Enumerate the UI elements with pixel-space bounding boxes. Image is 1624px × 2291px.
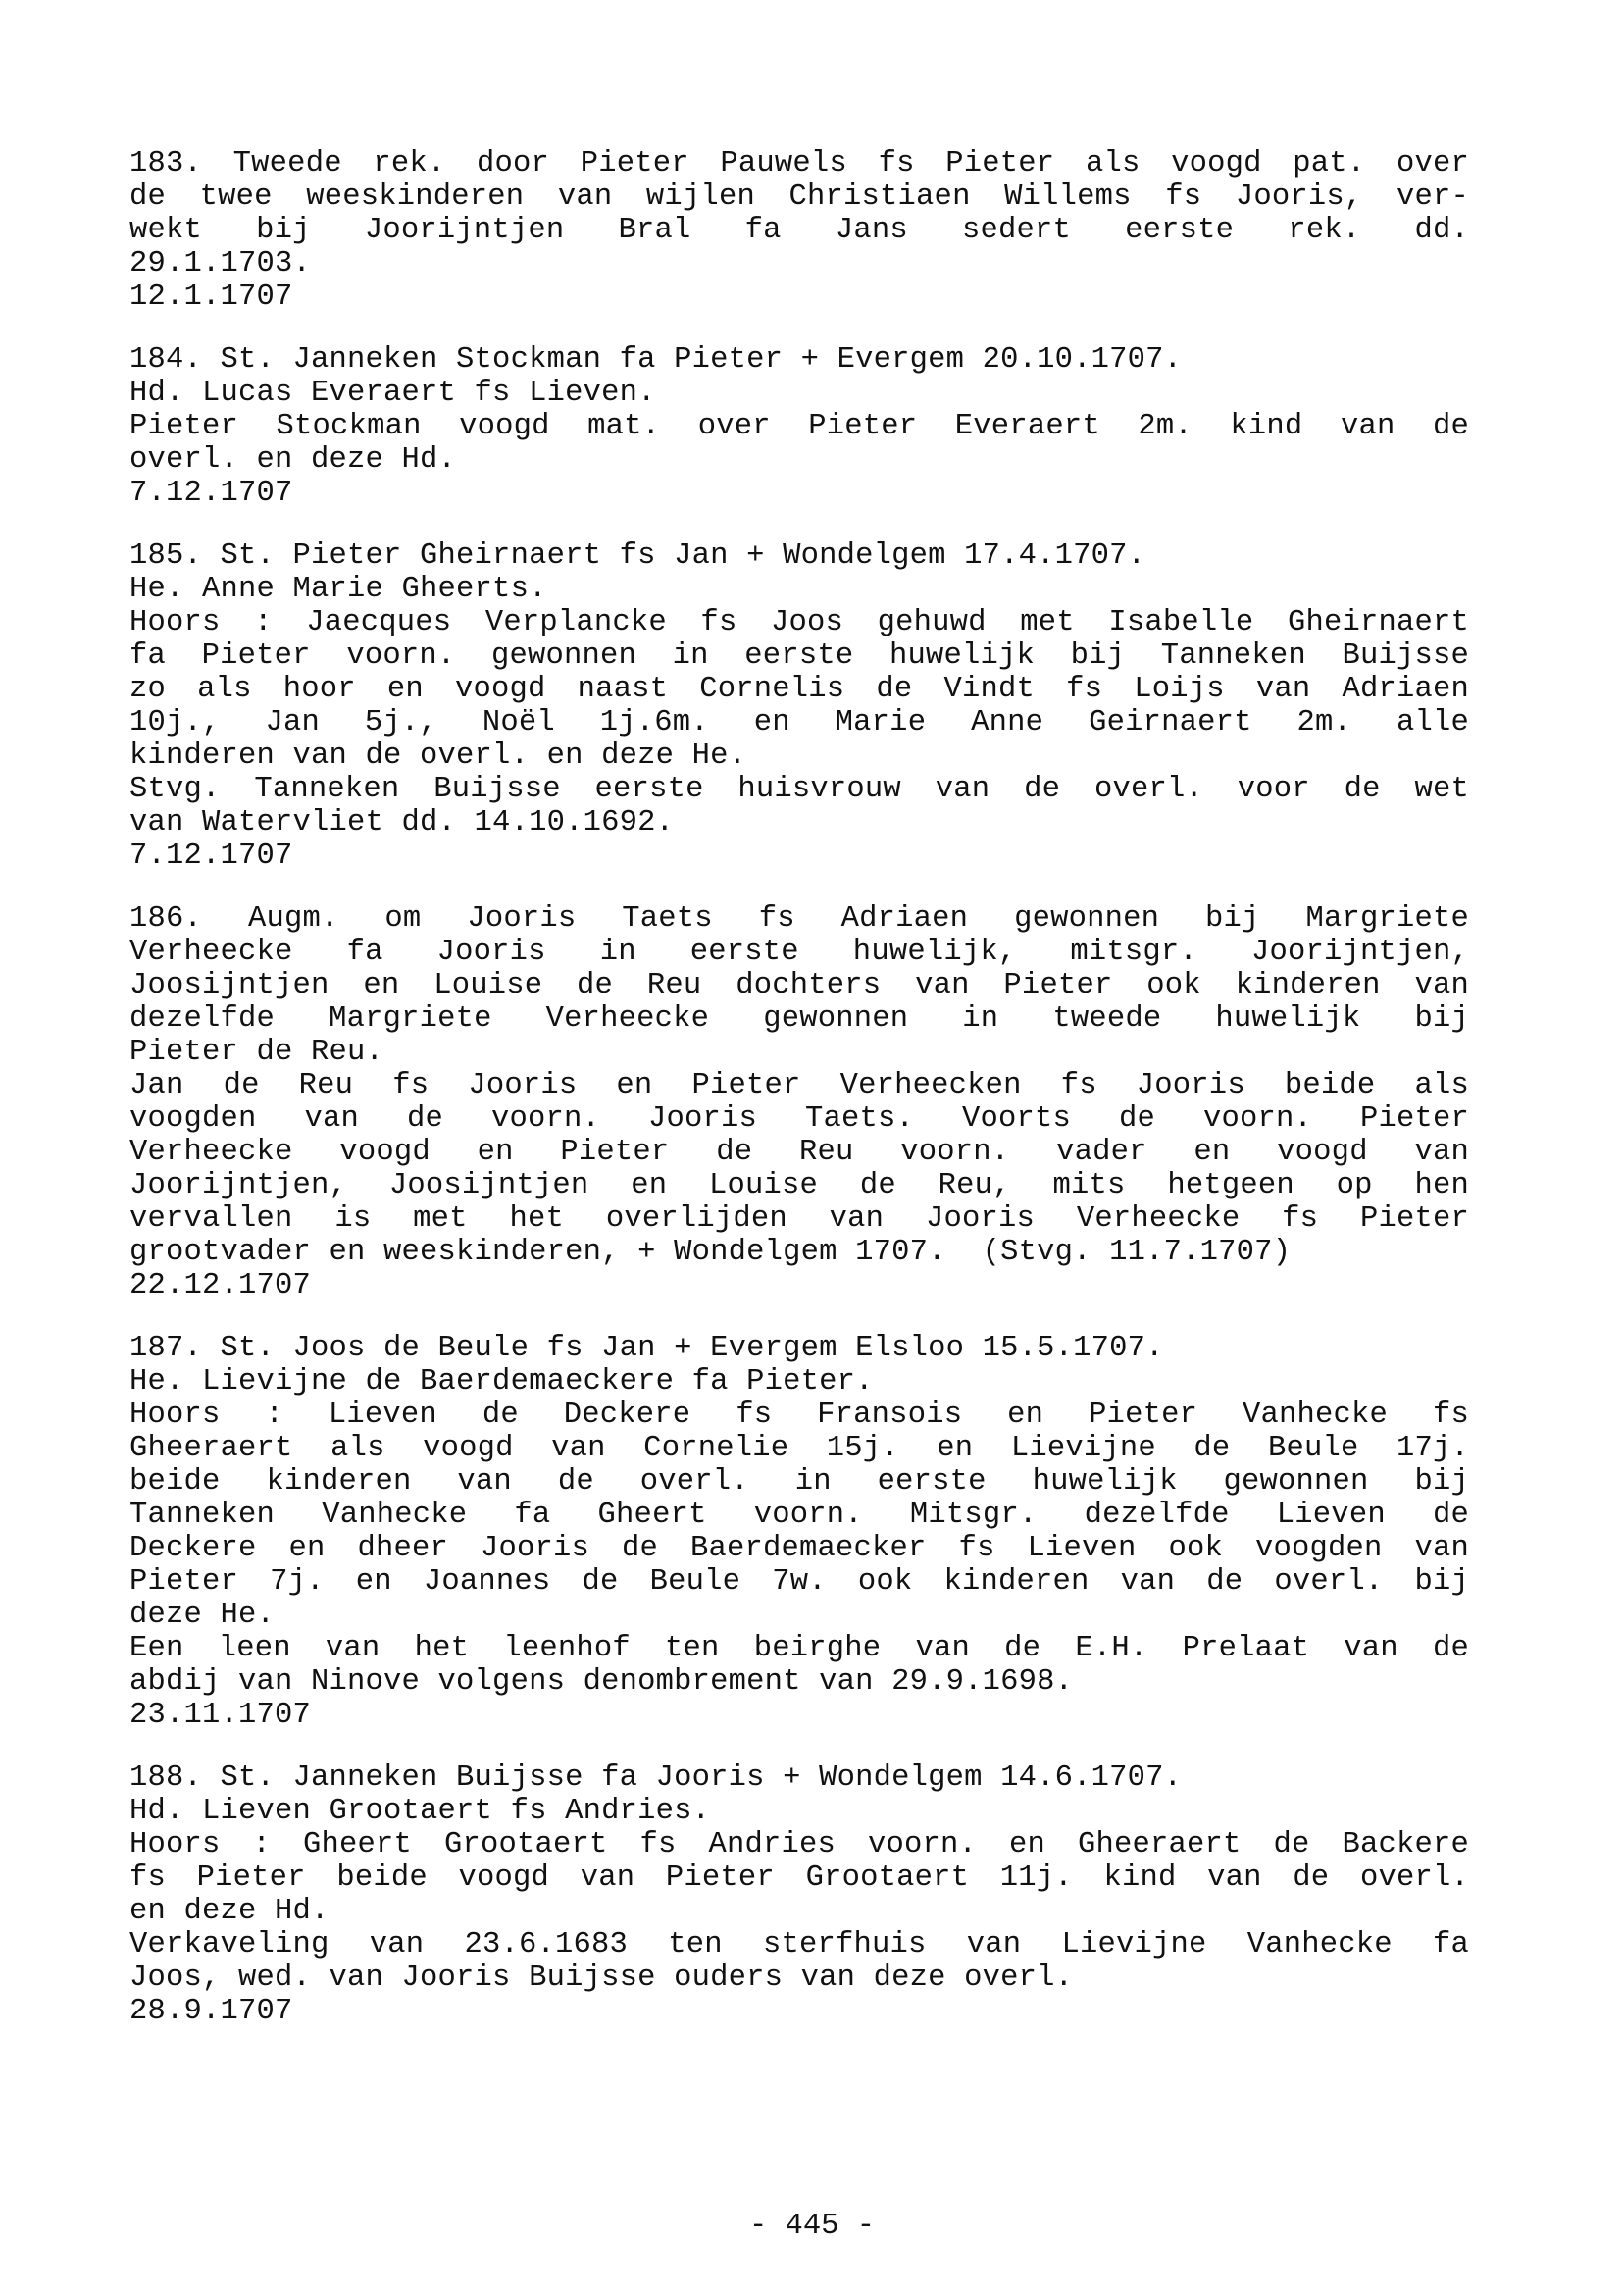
record-entry bbox=[129, 343, 1469, 510]
text-line: 12.1.1707 bbox=[129, 280, 293, 314]
text-line: Pieter 7j. en Joannes de Beule 7w. ook kinderen van de overl. bij bbox=[129, 1565, 1469, 1599]
text-line: Verkaveling van 23.6.1683 ten sterfhuis van Lievijne Vanhecke fa bbox=[129, 1928, 1469, 1961]
text-line: 186. Augm. om Jooris Taets fs Adriaen gewonnen bij Margriete bbox=[129, 902, 1469, 936]
text-line: grootvader en weeskinderen, + Wondelgem 1707. (Stvg. 11.7.1707) bbox=[129, 1236, 1292, 1269]
text-line: Deckere en dheer Jooris de Baerdemaecker fs Lieven ook voogden van bbox=[129, 1532, 1469, 1565]
document-body bbox=[129, 147, 1469, 2058]
text-line: Hoors : Jaecques Verplancke fs Joos gehuwd met Isabelle Gheirnaert bbox=[129, 606, 1469, 639]
text-line: beide kinderen van de overl. in eerste huwelijk gewonnen bij bbox=[129, 1465, 1469, 1499]
text-line: Jan de Reu fs Jooris en Pieter Verheecken fs Jooris beide als bbox=[129, 1069, 1469, 1102]
text-line: 188. St. Janneken Buijsse fa Jooris + Wondelgem 14.6.1707. bbox=[129, 1761, 1183, 1795]
text-line: Pieter Stockman voogd mat. over Pieter Everaert 2m. kind van de bbox=[129, 410, 1469, 443]
text-line: Stvg. Tanneken Buijsse eerste huisvrouw van de overl. voor de wet bbox=[129, 773, 1469, 806]
text-line: 184. St. Janneken Stockman fa Pieter + Evergem 20.10.1707. bbox=[129, 343, 1183, 377]
record-entry bbox=[129, 539, 1469, 873]
text-line: wekt bij Joorijntjen Bral fa Jans sedert eerste rek. dd. bbox=[129, 214, 1469, 247]
text-line: Tanneken Vanhecke fa Gheert voorn. Mitsgr. dezelfde Lieven de bbox=[129, 1499, 1469, 1532]
text-line: van Watervliet dd. 14.10.1692. bbox=[129, 806, 675, 840]
text-line: He. Lievijne de Baerdemaeckere fa Pieter. bbox=[129, 1365, 874, 1399]
text-line: Hd. Lieven Grootaert fs Andries. bbox=[129, 1795, 711, 1828]
text-line: Joorijntjen, Joosijntjen en Louise de Reu, mits hetgeen op hen bbox=[129, 1169, 1469, 1202]
text-line: 7.12.1707 bbox=[129, 477, 293, 510]
text-line: de twee weeskinderen van wijlen Christiaen Willems fs Jooris, ver- bbox=[129, 180, 1469, 214]
text-line: Joos, wed. van Jooris Buijsse ouders van deze overl. bbox=[129, 1961, 1074, 1995]
text-line: zo als hoor en voogd naast Cornelis de Vindt fs Loijs van Adriaen bbox=[129, 673, 1469, 706]
text-line: 185. St. Pieter Gheirnaert fs Jan + Wondelgem 17.4.1707. bbox=[129, 539, 1146, 573]
text-line: 28.9.1707 bbox=[129, 1995, 293, 2028]
text-line: kinderen van de overl. en deze He. bbox=[129, 739, 747, 773]
text-line: Een leen van het leenhof ten beirghe van de E.H. Prelaat van de bbox=[129, 1632, 1469, 1665]
text-line: Hd. Lucas Everaert fs Lieven. bbox=[129, 377, 656, 410]
text-line: dezelfde Margriete Verheecke gewonnen in tweede huwelijk bij bbox=[129, 1002, 1469, 1036]
text-line: 7.12.1707 bbox=[129, 840, 293, 873]
text-line: 187. St. Joos de Beule fs Jan + Evergem Elsloo 15.5.1707. bbox=[129, 1332, 1164, 1365]
text-line: Hoors : Gheert Grootaert fs Andries voorn. en Gheeraert de Backere bbox=[129, 1828, 1469, 1861]
text-line: Pieter de Reu. bbox=[129, 1036, 384, 1069]
text-line: He. Anne Marie Gheerts. bbox=[129, 573, 547, 606]
text-line: en deze Hd. bbox=[129, 1895, 330, 1928]
text-line: fs Pieter beide voogd van Pieter Grootaert 11j. kind van de overl. bbox=[129, 1861, 1469, 1895]
text-line: Joosijntjen en Louise de Reu dochters van Pieter ook kinderen van bbox=[129, 969, 1469, 1002]
text-line: Hoors : Lieven de Deckere fs Fransois en Pieter Vanhecke fs bbox=[129, 1399, 1469, 1432]
text-line: 22.12.1707 bbox=[129, 1269, 312, 1302]
text-line: Verheecke voogd en Pieter de Reu voorn. vader en voogd van bbox=[129, 1136, 1469, 1169]
text-line: abdij van Ninove volgens denombrement van 29.9.1698. bbox=[129, 1665, 1074, 1699]
text-line: overl. en deze Hd. bbox=[129, 443, 457, 477]
record-entry bbox=[129, 1332, 1469, 1732]
text-line: 23.11.1707 bbox=[129, 1699, 312, 1732]
text-line: fa Pieter voorn. gewonnen in eerste huwelijk bij Tanneken Buijsse bbox=[129, 639, 1469, 673]
text-line: 29.1.1703. bbox=[129, 247, 312, 280]
text-line: deze He. bbox=[129, 1599, 276, 1632]
text-line: voogden van de voorn. Jooris Taets. Voorts de voorn. Pieter bbox=[129, 1102, 1469, 1136]
record-entry bbox=[129, 902, 1469, 1302]
page-number: - 445 - bbox=[748, 2210, 876, 2243]
text-line: 10j., Jan 5j., Noël 1j.6m. en Marie Anne Geirnaert 2m. alle bbox=[129, 706, 1469, 739]
text-line: Verheecke fa Jooris in eerste huwelijk, mitsgr. Joorijntjen, bbox=[129, 936, 1469, 969]
text-line: Gheeraert als voogd van Cornelie 15j. en Lievijne de Beule 17j. bbox=[129, 1432, 1469, 1465]
record-entry bbox=[129, 147, 1469, 314]
record-entry bbox=[129, 1761, 1469, 2028]
text-line: vervallen is met het overlijden van Jooris Verheecke fs Pieter bbox=[129, 1202, 1469, 1236]
text-line: 183. Tweede rek. door Pieter Pauwels fs Pieter als voogd pat. over bbox=[129, 147, 1469, 180]
